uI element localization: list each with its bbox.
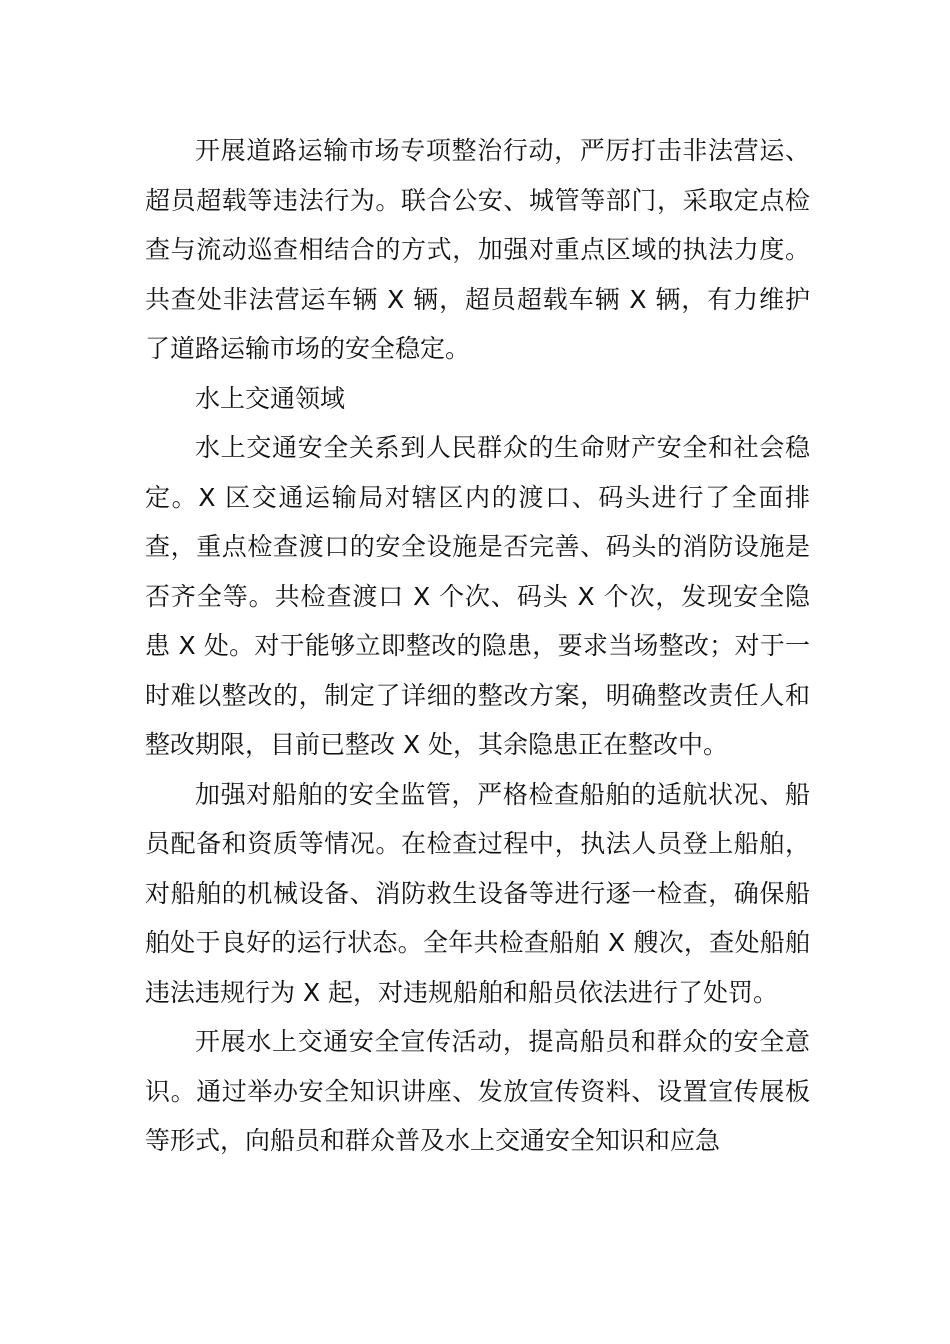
document-body — [145, 126, 810, 1166]
paragraph-safety-campaign: 开展水上交通安全宣传活动，提高船员和群众的安全意识。通过举办安全知识讲座、发放宣传资料、设置宣传展板等形式，向船员和群众普及水上交通安全知识和应急 — [145, 1027, 810, 1155]
paragraph-water-safety: 水上交通安全关系到人民群众的生命财产安全和社会稳定。X 区交通运输局对辖区内的渡口、码头进行了全面排查，重点检查渡口的安全设施是否完善、码头的消防设施是否齐全等。共检查渡口 X 个次、码头 X 个次，发现安全隐患 X 处。对于能够立即整改的隐患，要求当场整改；对于一时难以整改的，制定了详细的整改方案，明确整改责任人和整改期限，目前已整改 X 处，其余隐患正在整改中。 — [145, 433, 810, 759]
section-heading-water-transport: 水上交通领域 — [195, 383, 346, 413]
paragraph-road-transport: 开展道路运输市场专项整治行动，严厉打击非法营运、超员超载等违法行为。联合公安、城管等部门，采取定点检查与流动巡查相结合的方式，加强对重点区域的执法力度。共查处非法营运车辆 X 辆，超员超载车辆 X 辆，有力维护了道路运输市场的安全稳定。 — [145, 136, 810, 363]
paragraph-ship-supervision: 加强对船舶的安全监管，严格检查船舶的适航状况、船员配备和资质等情况。在检查过程中，执法人员登上船舶，对船舶的机械设备、消防救生设备等进行逐一检查，确保船舶处于良好的运行状态。全年共检查船舶 X 艘次，查处船舶违法违规行为 X 起，对违规船舶和船员依法进行了处罚。 — [145, 779, 810, 1007]
